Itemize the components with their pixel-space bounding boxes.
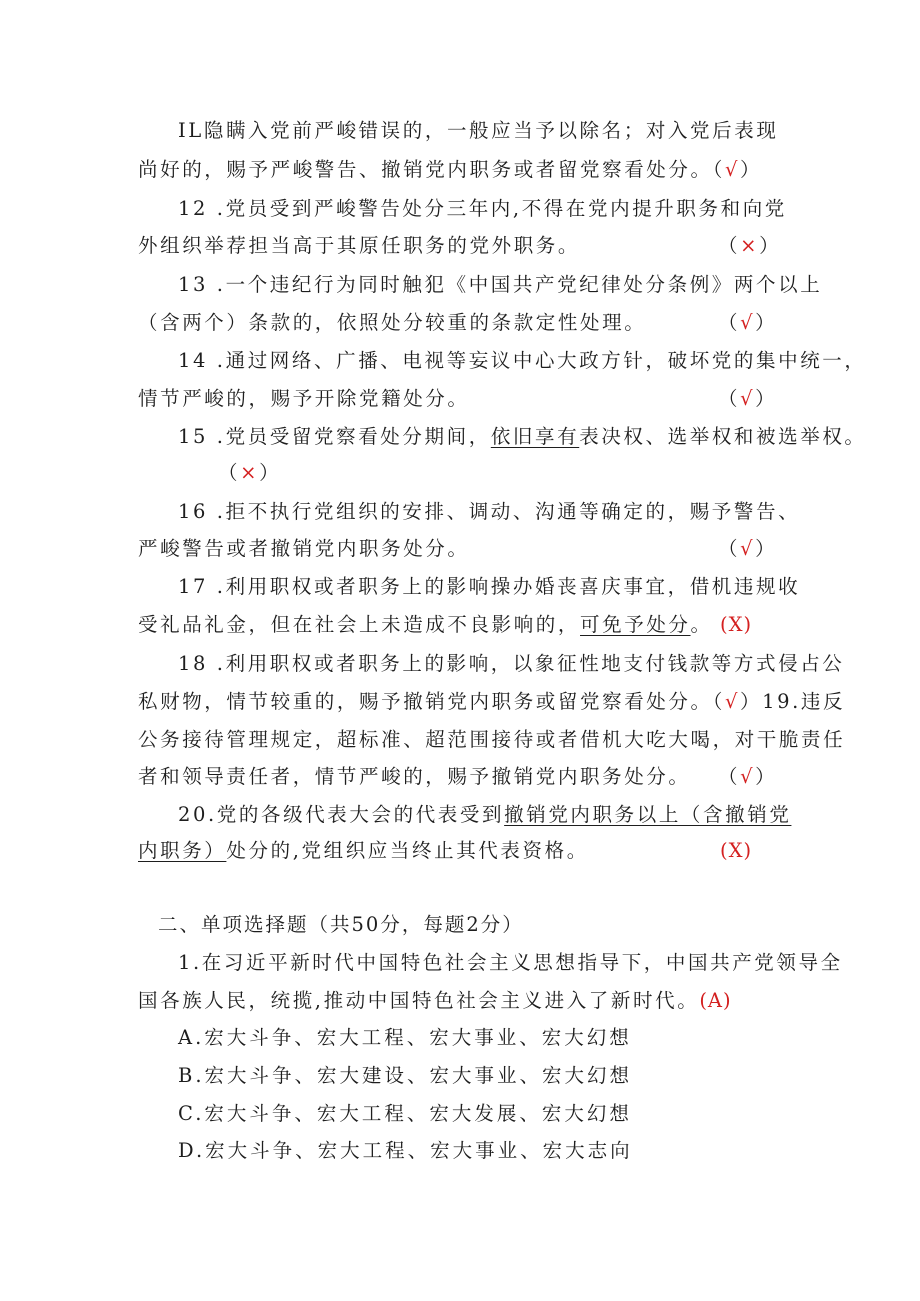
mc-q1-option-b: B.宏大斗争、宏大建设、宏大事业、宏大幻想	[178, 1064, 633, 1087]
tf-q19-close: ）	[755, 765, 778, 788]
tf-q20-underlined-2: 内职务）	[138, 839, 227, 862]
tf-q14-line2: 情节严峻的，赐予开除党籍处分。	[138, 387, 470, 410]
tf-q17-answer: (X)	[720, 613, 753, 636]
tf-q12-line2: 外组织举荐担当高于其原任职务的党外职务。	[138, 234, 581, 257]
mc-q1-option-d: D.宏大斗争、宏大工程、宏大事业、宏大志向	[178, 1139, 633, 1162]
tf-q13-answer	[718, 310, 777, 336]
tf-q14-answer	[718, 386, 777, 412]
tf-q16-open: （	[718, 537, 741, 560]
tf-q20-pre: 20.党的各级代表大会的代表受到	[178, 803, 505, 826]
mc-q1-line2	[138, 988, 732, 1014]
tf-q19-start: 19.违反	[762, 690, 846, 713]
tf-q18-open: （	[712, 690, 725, 713]
tf-q16-line2: 严峻警告或者撤销党内职务处分。	[138, 537, 470, 560]
tf-q14-open: （	[718, 387, 741, 410]
tf-q19-line2: 者和领导责任者，情节严峻的，赐予撤销党内职务处分。	[138, 765, 691, 788]
tf-q17-pre: 受礼品礼金，但在社会上未造成不良影响的，	[138, 613, 581, 636]
tf-q16-answer	[718, 536, 777, 562]
tf-q12-line1: 12 .党员受到严峻警告处分三年内,不得在党内提升职务和向党	[178, 197, 787, 220]
tf-q15-post: 表决权、选举权和被选举权。	[579, 425, 867, 448]
tf-q19-answer	[718, 764, 777, 790]
tf-q20-line2	[138, 838, 589, 864]
tf-q17-line2	[138, 612, 713, 638]
mc-q1-text: 国各族人民，统揽,推动中国特色社会主义进入了新时代。	[138, 989, 700, 1012]
tf-q19-mark: √	[740, 765, 756, 788]
tf-q15-answer	[218, 460, 281, 486]
tf-q11-open: （	[712, 158, 725, 181]
tf-q15-open: （	[218, 461, 241, 484]
tf-q19-open: （	[718, 765, 741, 788]
tf-q11-close: ）	[740, 158, 763, 181]
tf-q18-line1: 18 .利用职权或者职务上的影响，以象征性地支付钱款等方式侵占公	[178, 652, 845, 675]
tf-q13-open: （	[718, 311, 741, 334]
mc-q1-option-c: C.宏大斗争、宏大工程、宏大发展、宏大幻想	[178, 1102, 632, 1125]
tf-q20-post: 处分的,党组织应当终止其代表资格。	[226, 839, 589, 862]
tf-q11-line2	[138, 157, 762, 183]
tf-q15-pre: 15 .党员受留党察看处分期间，	[178, 425, 491, 448]
tf-q14-line1: 14 .通过网络、广播、电视等妄议中心大政方针，破坏党的集中统一，	[178, 349, 867, 372]
tf-q20-line1	[178, 802, 791, 828]
tf-q14-close: ）	[755, 387, 778, 410]
tf-q16-mark: √	[740, 537, 756, 560]
tf-q12-answer	[718, 233, 781, 259]
tf-q17-underlined: 可免予处分	[580, 613, 691, 636]
tf-q13-line1: 13 .一个违纪行为同时触犯《中国共产党纪律处分条例》两个以上	[178, 273, 823, 296]
tf-q11-line1: IL隐瞒入党前严峻错误的，一般应当予以除名；对入党后表现	[178, 119, 779, 142]
tf-q17-post: 。	[690, 613, 713, 636]
tf-q11-mark: √	[724, 158, 740, 181]
tf-q17-line1: 17 .利用职权或者职务上的影响操办婚丧喜庆事宜，借机违规收	[178, 575, 801, 598]
tf-q16-line1: 16 .拒不执行党组织的安排、调动、沟通等确定的，赐予警告、	[178, 500, 801, 523]
mc-q1-option-a: A.宏大斗争、宏大工程、宏大事业、宏大幻想	[178, 1026, 632, 1049]
tf-q13-close: ）	[755, 311, 778, 334]
section2-heading: 二、单项选择题（共50分，每题2分）	[158, 913, 524, 936]
tf-q12-close: ）	[759, 234, 782, 257]
tf-q12-mark: ×	[740, 234, 760, 257]
tf-q13-mark: √	[740, 311, 756, 334]
tf-q11-answer	[713, 158, 763, 181]
tf-q18-text: 私财物，情节较重的，赐予撤销党内职务或留党察看处分。	[138, 690, 713, 713]
tf-q15-underlined: 依旧享有	[490, 425, 580, 448]
tf-q13-line2: （含两个）条款的，依照处分较重的条款定性处理。	[138, 311, 647, 334]
mc-q1-answer: (A)	[699, 989, 732, 1012]
tf-q12-open: （	[718, 234, 741, 257]
tf-q20-underlined-1: 撤销党内职务以上（含撤销党	[504, 803, 792, 826]
tf-q16-close: ）	[755, 537, 778, 560]
tf-q14-mark: √	[740, 387, 756, 410]
tf-q18-mark: √	[724, 690, 740, 713]
tf-q11-text: 尚好的，赐予严峻警告、撤销党内职务或者留党察看处分。	[138, 158, 713, 181]
mc-q1-line1: 1.在习近平新时代中国特色社会主义思想指导下，中国共产党领导全	[178, 951, 843, 974]
tf-q15-mark: ×	[240, 461, 260, 484]
tf-q15-line1	[178, 424, 867, 450]
tf-q19-line1: 公务接待管理规定，超标准、超范围接待或者借机大吃大喝，对干脆责任	[138, 728, 846, 751]
tf-q20-answer: (X)	[720, 839, 753, 862]
tf-q18-close: ）	[740, 690, 763, 713]
tf-q18-line2	[138, 689, 845, 715]
tf-q15-close: ）	[259, 461, 282, 484]
